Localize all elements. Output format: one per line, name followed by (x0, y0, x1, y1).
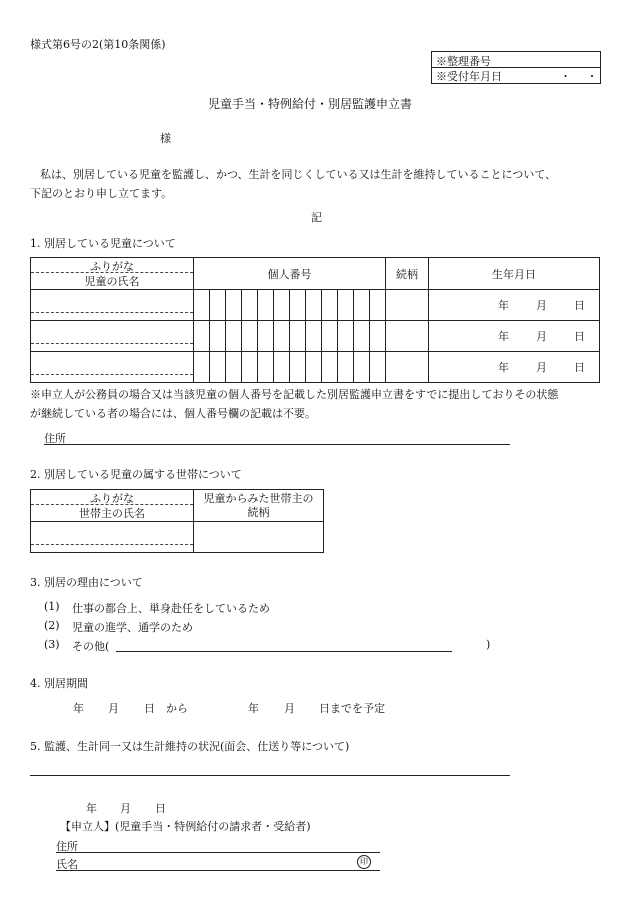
householder-name-header (31, 490, 194, 522)
situation-line[interactable] (30, 775, 510, 776)
children-table (30, 257, 600, 383)
mynumber-digit-cell[interactable] (322, 290, 338, 321)
reason-other-line[interactable] (116, 651, 452, 652)
applicant-address-line[interactable] (56, 852, 380, 853)
child-address-line[interactable] (44, 444, 510, 445)
furigana-header: ふりがな (31, 258, 193, 273)
section4-heading: 4. 別居期間 (30, 677, 88, 690)
note-line-2: が継続している者の場合には、個人番号欄の記載は不要。 (30, 407, 316, 420)
householder-relation-header (194, 490, 324, 522)
note-line-1: ※申立人が公務員の場合又は当該児童の個人番号を記載した別居監護申立書をすでに提出しておりその状態 (30, 388, 559, 401)
birth-month-label: 月 (536, 299, 547, 312)
birth-day-label: 日 (574, 361, 585, 374)
mynumber-digit-cell[interactable] (274, 321, 290, 352)
relation-cell[interactable] (386, 290, 429, 321)
mynumber-digit-cell[interactable] (306, 352, 322, 383)
relation-cell[interactable] (386, 352, 429, 383)
birthdate-cell[interactable] (429, 352, 600, 383)
mynumber-digit-cell[interactable] (338, 352, 354, 383)
mynumber-digit-cell[interactable] (242, 321, 258, 352)
household-table (30, 489, 324, 553)
mynumber-digit-cell[interactable] (210, 290, 226, 321)
intro-line-2: 下記のとおり申し立てます。 (30, 187, 173, 200)
intro-line-1: 私は、別居している児童を監護し、かつ、生計を同じくしている又は生計を維持していることについて、 (40, 168, 557, 181)
mynumber-digit-cell[interactable] (354, 321, 370, 352)
child-name-cell[interactable] (31, 321, 194, 352)
mynumber-digit-cell[interactable] (338, 321, 354, 352)
child-name-cell[interactable] (31, 290, 194, 321)
seal-icon: 印 (357, 855, 371, 869)
mynumber-digit-cell[interactable] (258, 290, 274, 321)
householder-name-label: 世帯主の氏名 (79, 507, 145, 520)
period-from-year: 年 (73, 702, 84, 715)
householder-name-cell[interactable] (31, 522, 194, 553)
receipt-date-dots: ・ ・ (560, 70, 604, 83)
table-row (31, 290, 600, 321)
child-name-header: 児童の氏名 (84, 275, 140, 288)
mynumber-digit-cell[interactable] (354, 352, 370, 383)
mynumber-digit-cell[interactable] (242, 290, 258, 321)
mynumber-digit-cell[interactable] (370, 290, 386, 321)
form-number: 様式第6号の2(第10条関係) (30, 38, 166, 51)
applicant-address-label: 住所 (56, 840, 78, 853)
birth-day-label: 日 (574, 299, 585, 312)
footer-date-year: 年 (86, 802, 97, 815)
mynumber-digit-cell[interactable] (274, 352, 290, 383)
period-from-day: 日 (144, 702, 155, 715)
mynumber-digit-cell[interactable] (370, 352, 386, 383)
period-to-year: 年 (248, 702, 259, 715)
mynumber-digit-cell[interactable] (306, 321, 322, 352)
applicant-name-line[interactable] (56, 870, 380, 871)
mynumber-digit-cell[interactable] (194, 290, 210, 321)
period-from-month: 月 (108, 702, 119, 715)
document-title: 児童手当・特例給付・別居監護申立書 (208, 97, 413, 111)
children-name-header (31, 258, 194, 290)
mynumber-digit-cell[interactable] (274, 290, 290, 321)
footer-date-month: 月 (120, 802, 131, 815)
mynumber-digit-cell[interactable] (210, 352, 226, 383)
mynumber-digit-cell[interactable] (338, 290, 354, 321)
reason-2-text[interactable]: 児童の進学、通学のため (72, 621, 193, 634)
birth-year-label: 年 (498, 299, 509, 312)
birthdate-header: 生年月日 (429, 258, 600, 290)
mynumber-digit-cell[interactable] (226, 321, 242, 352)
mynumber-digit-cell[interactable] (226, 352, 242, 383)
household-furigana-header: ふりがな (31, 490, 193, 505)
birth-day-label: 日 (574, 330, 585, 343)
office-use-box (431, 51, 604, 84)
birthdate-cell[interactable] (429, 321, 600, 352)
mynumber-digit-cell[interactable] (258, 321, 274, 352)
relation-header: 続柄 (386, 258, 429, 290)
mynumber-digit-cell[interactable] (258, 352, 274, 383)
reason-2-number: (2) (44, 619, 60, 632)
mynumber-digit-cell[interactable] (370, 321, 386, 352)
section1-heading: 1. 別居している児童について (30, 237, 176, 250)
section5-heading: 5. 監護、生計同一又は生計維持の状況(面会、仕送り等について) (30, 740, 350, 753)
birth-year-label: 年 (498, 330, 509, 343)
mynumber-digit-cell[interactable] (290, 290, 306, 321)
mynumber-digit-cell[interactable] (194, 321, 210, 352)
mynumber-digit-cell[interactable] (242, 352, 258, 383)
table-row (31, 321, 600, 352)
applicant-name-label: 氏名 (56, 858, 78, 871)
applicant-label: 【申立人】(児童手当・特例給付の請求者・受給者) (60, 820, 311, 833)
ki-heading: 記 (311, 211, 322, 224)
reason-3-text[interactable]: その他( (72, 640, 110, 653)
mynumber-digit-cell[interactable] (306, 290, 322, 321)
mynumber-header: 個人番号 (194, 258, 386, 290)
footer-date-day: 日 (155, 802, 166, 815)
receipt-date-label: ※受付年月日 (436, 70, 502, 83)
section3-heading: 3. 別居の理由について (30, 576, 143, 589)
table-row (31, 352, 600, 383)
period-to-month: 月 (284, 702, 295, 715)
mynumber-digit-cell[interactable] (354, 290, 370, 321)
mynumber-digit-cell[interactable] (290, 321, 306, 352)
mynumber-digit-cell[interactable] (322, 352, 338, 383)
birthdate-cell[interactable] (429, 290, 600, 321)
mynumber-digit-cell[interactable] (210, 321, 226, 352)
reason-3-number: (3) (44, 638, 60, 651)
householder-relation-cell[interactable] (194, 522, 324, 553)
mynumber-digit-cell[interactable] (226, 290, 242, 321)
mynumber-digit-cell[interactable] (194, 352, 210, 383)
relation-cell[interactable] (386, 321, 429, 352)
table-row (31, 522, 324, 553)
reason-other-close-paren: ) (486, 638, 491, 651)
reason-1-text[interactable]: 仕事の都合上、単身赴任をしているため (72, 602, 270, 615)
child-name-cell[interactable] (31, 352, 194, 383)
birth-year-label: 年 (498, 361, 509, 374)
mynumber-digit-cell[interactable] (290, 352, 306, 383)
reason-1-number: (1) (44, 600, 60, 613)
period-to-day: 日までを予定 (319, 702, 385, 715)
addressee-suffix: 様 (160, 132, 171, 145)
child-address-label: 住所 (44, 432, 66, 445)
mynumber-digit-cell[interactable] (322, 321, 338, 352)
birth-month-label: 月 (536, 361, 547, 374)
householder-relation-line2: 続柄 (247, 505, 270, 519)
householder-relation-line1: 児童からみた世帯主の (203, 491, 314, 505)
birth-month-label: 月 (536, 330, 547, 343)
reference-number-label: ※整理番号 (436, 55, 491, 68)
section2-heading: 2. 別居している児童の属する世帯について (30, 468, 242, 481)
period-from-label: から (166, 702, 188, 715)
